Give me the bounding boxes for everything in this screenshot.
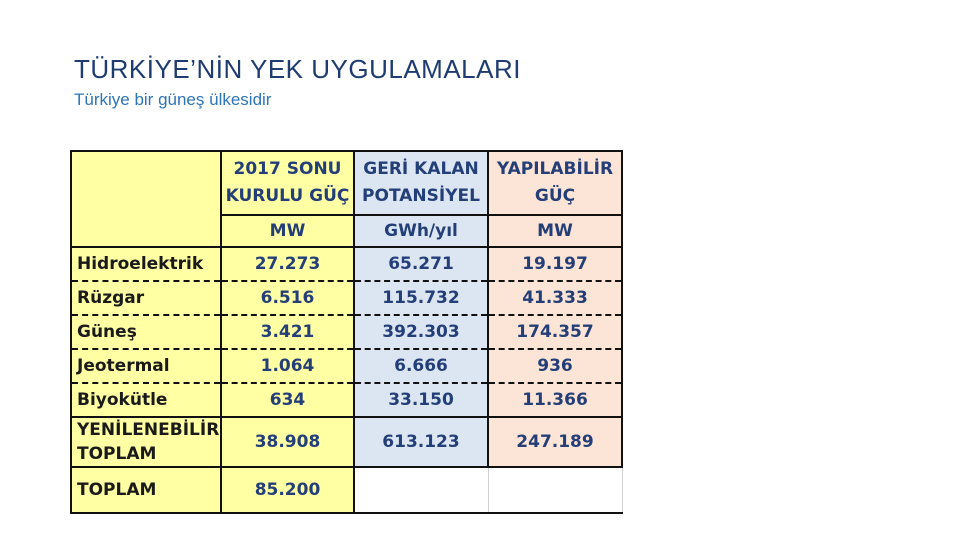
table-row <box>71 247 622 281</box>
value-cell: 41.333 <box>488 281 622 315</box>
value-cell: 6.516 <box>221 281 354 315</box>
value-cell: 174.357 <box>488 315 622 349</box>
unit-cell: MW <box>488 215 622 247</box>
value-cell: 38.908 <box>221 417 354 467</box>
value-cell: 936 <box>488 349 622 383</box>
value-cell: 33.150 <box>354 383 488 417</box>
row-label: Biyokütle <box>71 383 221 417</box>
unit-cell: GWh/yıl <box>354 215 488 247</box>
row-label: TOPLAM <box>71 467 221 513</box>
row-label: Rüzgar <box>71 281 221 315</box>
value-cell: 6.666 <box>354 349 488 383</box>
header-line: 2017 SONU <box>233 159 342 179</box>
row-label <box>71 417 221 467</box>
header-line: KURULU GÜÇ <box>225 186 350 206</box>
value-cell: 11.366 <box>488 383 622 417</box>
table-row <box>71 383 622 417</box>
header-line: GÜÇ <box>534 186 576 206</box>
header-line: YAPILABİLİR <box>496 159 614 179</box>
value-cell: 392.303 <box>354 315 488 349</box>
renewable-total-row <box>71 417 622 467</box>
header-remaining-potential <box>354 151 488 215</box>
value-cell: 65.271 <box>354 247 488 281</box>
value-cell: 247.189 <box>488 417 622 467</box>
row-label: Jeotermal <box>71 349 221 383</box>
label-line: TOPLAM <box>77 444 157 464</box>
header-line: POTANSİYEL <box>362 186 480 206</box>
value-cell: 19.197 <box>488 247 622 281</box>
row-label: Hidroelektrik <box>71 247 221 281</box>
slide-title: TÜRKİYE’NİN YEK UYGULAMALARI <box>74 54 521 84</box>
value-cell: 1.064 <box>221 349 354 383</box>
table-row <box>71 281 622 315</box>
row-label: Güneş <box>71 315 221 349</box>
slide-subtitle: Türkiye bir güneş ülkesidir <box>74 90 272 109</box>
header-installed-power <box>221 151 354 215</box>
value-cell: 613.123 <box>354 417 488 467</box>
energy-table-container <box>70 150 623 514</box>
value-cell: 27.273 <box>221 247 354 281</box>
value-cell: 3.421 <box>221 315 354 349</box>
table-row <box>71 315 622 349</box>
header-corner-cell <box>71 151 221 247</box>
header-row <box>71 151 622 215</box>
header-line: GERİ KALAN <box>363 159 479 179</box>
empty-cell <box>488 467 622 513</box>
value-cell: 85.200 <box>221 467 354 513</box>
value-cell: 115.732 <box>354 281 488 315</box>
value-cell: 634 <box>221 383 354 417</box>
empty-cell <box>354 467 488 513</box>
renewable-energy-table <box>70 150 623 514</box>
header-feasible-power <box>488 151 622 215</box>
unit-cell: MW <box>221 215 354 247</box>
grand-total-row <box>71 467 622 513</box>
label-line: YENİLENEBİLİR <box>77 420 220 440</box>
table-row <box>71 349 622 383</box>
